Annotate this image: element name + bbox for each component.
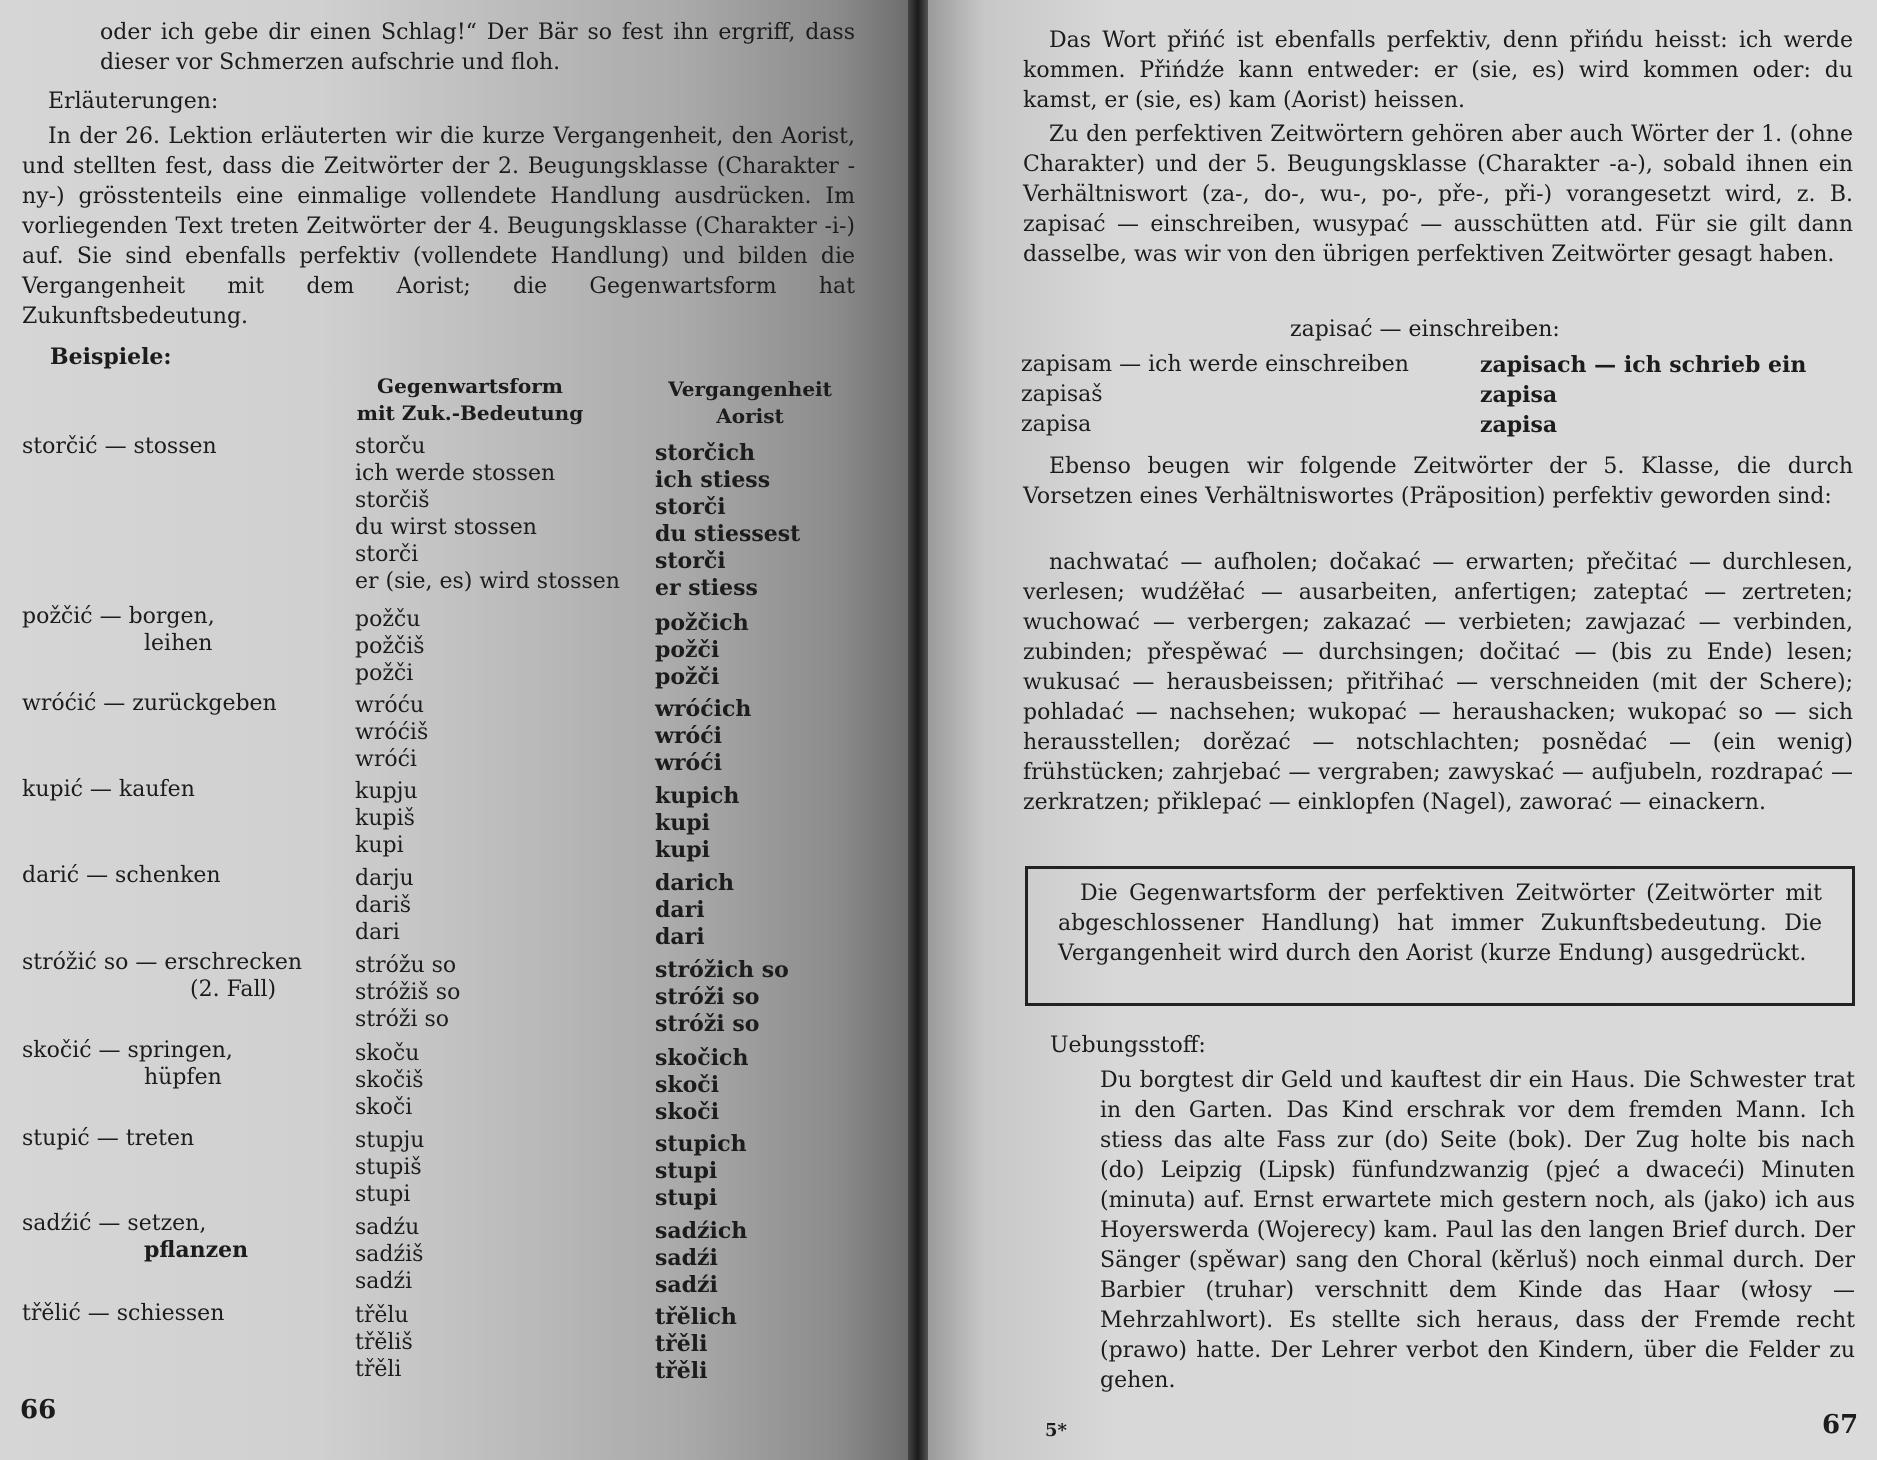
aorist-form: skoči <box>655 1072 720 1098</box>
verb-aorist <box>655 1131 747 1212</box>
aorist-form: stróži so <box>655 984 760 1010</box>
present-form: ich werde stossen <box>355 461 556 486</box>
present-form: wróćiš <box>355 720 429 745</box>
conjugation-future <box>1021 350 1409 440</box>
conjugation-aorist <box>1480 350 1806 440</box>
verb-present <box>355 433 620 595</box>
present-form: sadźi <box>355 1269 413 1294</box>
conjugation-line: zapisach — ich schrieb ein <box>1480 352 1807 378</box>
present-form: darju <box>355 866 414 891</box>
aorist-form: požčich <box>655 610 749 636</box>
notes-heading: Erläuterungen: <box>48 89 219 114</box>
aorist-form: skočich <box>655 1045 749 1071</box>
aorist-form: sadźi <box>655 1272 718 1298</box>
verb-present <box>355 1040 424 1121</box>
present-form: stupju <box>355 1128 425 1153</box>
infinitive-line: skočić — springen, <box>22 1038 233 1063</box>
aorist-form: kupich <box>655 783 740 809</box>
verb-infinitive <box>22 433 217 460</box>
verb-aorist <box>655 1218 747 1299</box>
present-form: storčiš <box>355 488 430 513</box>
present-form: požču <box>355 607 421 632</box>
present-form: požčiš <box>355 634 425 659</box>
verb-aorist <box>655 870 734 951</box>
present-form: dari <box>355 920 400 945</box>
infinitive-line: (2. Fall) <box>190 977 277 1002</box>
verb-infinitive <box>22 862 221 889</box>
conjugation-heading: zapisać — einschreiben: <box>1290 317 1560 342</box>
aorist-form: kupi <box>655 810 710 836</box>
infinitive-line: leihen <box>144 631 213 656</box>
present-form: stróžu so <box>355 953 457 978</box>
present-form: třělu <box>355 1303 409 1328</box>
left-page <box>0 0 908 1460</box>
present-form: storči <box>355 542 419 567</box>
verb-aorist <box>655 696 751 777</box>
aorist-form: wróći <box>655 750 722 776</box>
conjugation-line: zapisaš <box>1021 382 1103 407</box>
aorist-form: třěli <box>655 1358 708 1384</box>
column-head-past <box>650 376 850 430</box>
present-form: třěliš <box>355 1330 413 1355</box>
verb-present <box>355 1214 423 1295</box>
verb-present <box>355 778 418 859</box>
paragraph-fifth-class: Ebenso beugen wir folgende Zeitwörter der 5. Klasse, die durch Vorsetzen eines Verhältniswortes (Präposition) perfektiv geworden sind: <box>1023 454 1853 509</box>
page-number-left: 66 <box>20 1395 57 1425</box>
examples-heading: Beispiele: <box>50 344 172 370</box>
verb-present <box>355 1302 413 1383</box>
aorist-form: storči <box>655 548 726 574</box>
aorist-form: třělich <box>655 1304 737 1330</box>
verb-present <box>355 865 414 946</box>
aorist-form: dari <box>655 924 705 950</box>
aorist-form: stupi <box>655 1158 718 1184</box>
verb-aorist <box>655 1045 748 1126</box>
rule-text: Die Gegenwartsform der perfektiven Zeitwörter (Zeitwörter mit abgeschlossener Handlung) hat immer Zukunftsbedeutung. Die Vergangenheit wird durch den Aorist (kurze Endung) ausgedrückt. <box>1058 881 1822 966</box>
aorist-form: stupich <box>655 1131 747 1157</box>
aorist-form: darich <box>655 870 734 896</box>
aorist-form: požči <box>655 637 720 663</box>
aorist-form: kupi <box>655 837 710 863</box>
intro-text: oder ich gebe dir einen Schlag!“ Der Bär so fest ihn ergriff, dass dieser vor Schmerzen aufschrie und floh. <box>100 20 855 75</box>
aorist-form: požči <box>655 664 720 690</box>
present-form: du wirst stossen <box>355 515 537 540</box>
verb-infinitive <box>22 690 277 717</box>
present-form: požči <box>355 661 414 686</box>
verb-list-paragraph: nachwatać — aufholen; dočakać — erwarten; přečitać — durchlesen, verlesen; wudźěłać — ausarbeiten, anfertigen; zateptać — zertreten; wuchować — verbergen; zakazać — verbieten; zawjazać — verbinden, zubinden; přespěwać — durchsingen; dočitać — (bis zu Ende) lesen; wukusać — herausbeissen; přitřihać — verschneiden (mit der Schere); pohladać — nachsehen; wukopać — heraushacken; wukopać so — sich herausstellen; dorězać — notschlachten; posnědać — (ein wenig) frühstücken; zahrjebać — vergraben; zawyskać — aufjubeln, rozdrapać — zerkratzen; přiklepać — einklopfen (Nagel), zaworać — einackern. <box>1023 550 1853 815</box>
aorist-form: storči <box>655 494 726 520</box>
column-head-present <box>350 373 590 427</box>
present-form: kupju <box>355 779 418 804</box>
present-form: er (sie, es) wird stossen <box>355 569 620 594</box>
verb-aorist <box>655 610 749 691</box>
aorist-form: er stiess <box>655 575 758 601</box>
present-form: stróžiš so <box>355 980 461 1005</box>
aorist-form: stupi <box>655 1185 718 1211</box>
aorist-form: ich stiess <box>655 467 771 493</box>
conjugation-line: zapisa <box>1480 412 1558 438</box>
infinitive-line: sadźić — setzen, <box>22 1211 207 1236</box>
page-number-right: 67 <box>1822 1410 1859 1440</box>
present-form: storču <box>355 434 426 459</box>
exercise-text: Du borgtest dir Geld und kauftest dir ein Haus. Die Schwester trat in den Garten. Das Kind erschrak vor dem fremden Mann. Ich stiess das alte Fass zur (do) Seite (bok). Der Zug holte bis nach (do) Leipzig (Lipsk) fünfundzwanzig (pjeć a dwaceći) Minuten (minuta) auf. Ernst erwartete mich gestern noch, als (jako) ich aus Hoyerswerda (Wojerecy) kam. Paul las den langen Brief durch. Der Sänger (spěwar) sang den Choral (kěrluš) noch einmal durch. Der Barbier (truhar) verschnitt dem Kinde das Haar (włosy — Mehrzahlwort). Es stellte sich heraus, dass der Fremde recht (prawo) hatte. Der Lehrer verbot den Kindern, über die Felder zu gehen. <box>1100 1068 1855 1393</box>
present-form: stupi <box>355 1182 411 1207</box>
verb-present <box>355 606 425 687</box>
paragraph-perfective-word: Das Wort přińć ist ebenfalls perfektiv, denn přińdu heisst: ich werde kommen. Přińdźe kann entweder: er (sie, es) wird kommen oder: du kamst, er (sie, es) kam (Aorist) heissen. <box>1023 28 1853 113</box>
infinitive-line: požčić — borgen, <box>22 604 215 629</box>
verb-infinitive <box>22 1125 194 1152</box>
conjugation-line: zapisa <box>1021 412 1092 437</box>
conjugation-line: zapisa <box>1480 382 1558 408</box>
aorist-form: dari <box>655 897 705 923</box>
exercise-heading: Uebungsstoff: <box>1050 1033 1206 1058</box>
column-head-past-line: Aorist <box>716 404 784 428</box>
notes-text: In der 26. Lektion erläuterten wir die kurze Vergangenheit, den Aorist, und stellten fest, dass die Zeitwörter der 2. Beugungsklasse (Charakter -ny-) grösstenteils eine einmalige vollendete Handlung ausdrücken. Im vorliegenden Text treten Zeitwörter der 4. Beugungsklasse (Charakter -i-) auf. Sie sind ebenfalls perfektiv (vollendete Handlung) und bilden die Vergangenheit mit dem Aorist; die Gegenwartsform hat Zukunftsbedeutung. <box>22 124 855 329</box>
verb-infinitive <box>22 1210 248 1264</box>
infinitive-line: wróćić — zurückgeben <box>22 691 277 716</box>
verb-aorist <box>655 1304 737 1385</box>
infinitive-line: pflanzen <box>144 1237 249 1263</box>
infinitive-line: třělić — schiessen <box>22 1301 225 1326</box>
verb-aorist <box>655 957 789 1038</box>
present-form: třěli <box>355 1357 402 1382</box>
aorist-form: sadźi <box>655 1245 718 1271</box>
present-form: stróži so <box>355 1007 450 1032</box>
aorist-form: stróži so <box>655 1011 760 1037</box>
column-head-past-line: Vergangenheit <box>668 377 832 401</box>
present-form: skočiš <box>355 1068 424 1093</box>
verb-infinitive <box>22 949 302 1003</box>
aorist-form: skoči <box>655 1099 720 1125</box>
paragraph-prefix-verbs: Zu den perfektiven Zeitwörtern gehören aber auch Wörter der 1. (ohne Charakter) und der 5. Beugungsklasse (Charakter -a-), sobald ihnen ein Verhältniswort (za-, do-, wu-, po-, pře-, při-) vorangesetzt wird, z. B. zapisać — einschreiben, wusypać — ausschütten atd. Für sie gilt dann dasselbe, was wir von den übrigen perfektiven Zeitwörter gesagt haben. <box>1023 122 1853 267</box>
infinitive-line: storčić — stossen <box>22 434 217 459</box>
infinitive-line: kupić — kaufen <box>22 777 195 802</box>
verb-present <box>355 952 460 1033</box>
rule-box <box>1025 866 1855 1006</box>
verb-infinitive <box>22 1037 233 1091</box>
aorist-form: sadźich <box>655 1218 748 1244</box>
present-form: wróću <box>355 693 425 718</box>
present-form: stupiš <box>355 1155 422 1180</box>
verb-present <box>355 1127 424 1208</box>
aorist-form: wróći <box>655 723 722 749</box>
present-form: dariš <box>355 893 412 918</box>
verb-infinitive <box>22 776 195 803</box>
present-form: kupi <box>355 833 404 858</box>
present-form: skoču <box>355 1041 420 1066</box>
infinitive-line: stróžić so — erschrecken <box>22 950 303 975</box>
present-form: sadźu <box>355 1215 420 1240</box>
verb-infinitive <box>22 603 215 657</box>
present-form: skoči <box>355 1095 413 1120</box>
aorist-form: wróćich <box>655 696 752 722</box>
verb-present <box>355 692 428 773</box>
aorist-form: třěli <box>655 1331 708 1357</box>
verb-infinitive <box>22 1300 224 1327</box>
aorist-form: du stiessest <box>655 521 801 547</box>
aorist-form: storčich <box>655 440 755 466</box>
present-form: wróći <box>355 747 417 772</box>
signature-mark: 5* <box>1045 1420 1067 1441</box>
infinitive-line: stupić — treten <box>22 1126 195 1151</box>
conjugation-line: zapisam — ich werde einschreiben <box>1021 352 1409 377</box>
column-head-present-line: mit Zuk.-Bedeutung <box>356 401 584 425</box>
present-form: sadźiš <box>355 1242 424 1267</box>
present-form: kupiš <box>355 806 415 831</box>
verb-aorist <box>655 440 800 602</box>
column-head-present-line: Gegenwartsform <box>377 374 563 398</box>
infinitive-line: hüpfen <box>144 1065 222 1090</box>
verb-aorist <box>655 783 739 864</box>
infinitive-line: darić — schenken <box>22 863 221 888</box>
book-gutter <box>908 0 928 1460</box>
aorist-form: stróžich so <box>655 957 789 983</box>
